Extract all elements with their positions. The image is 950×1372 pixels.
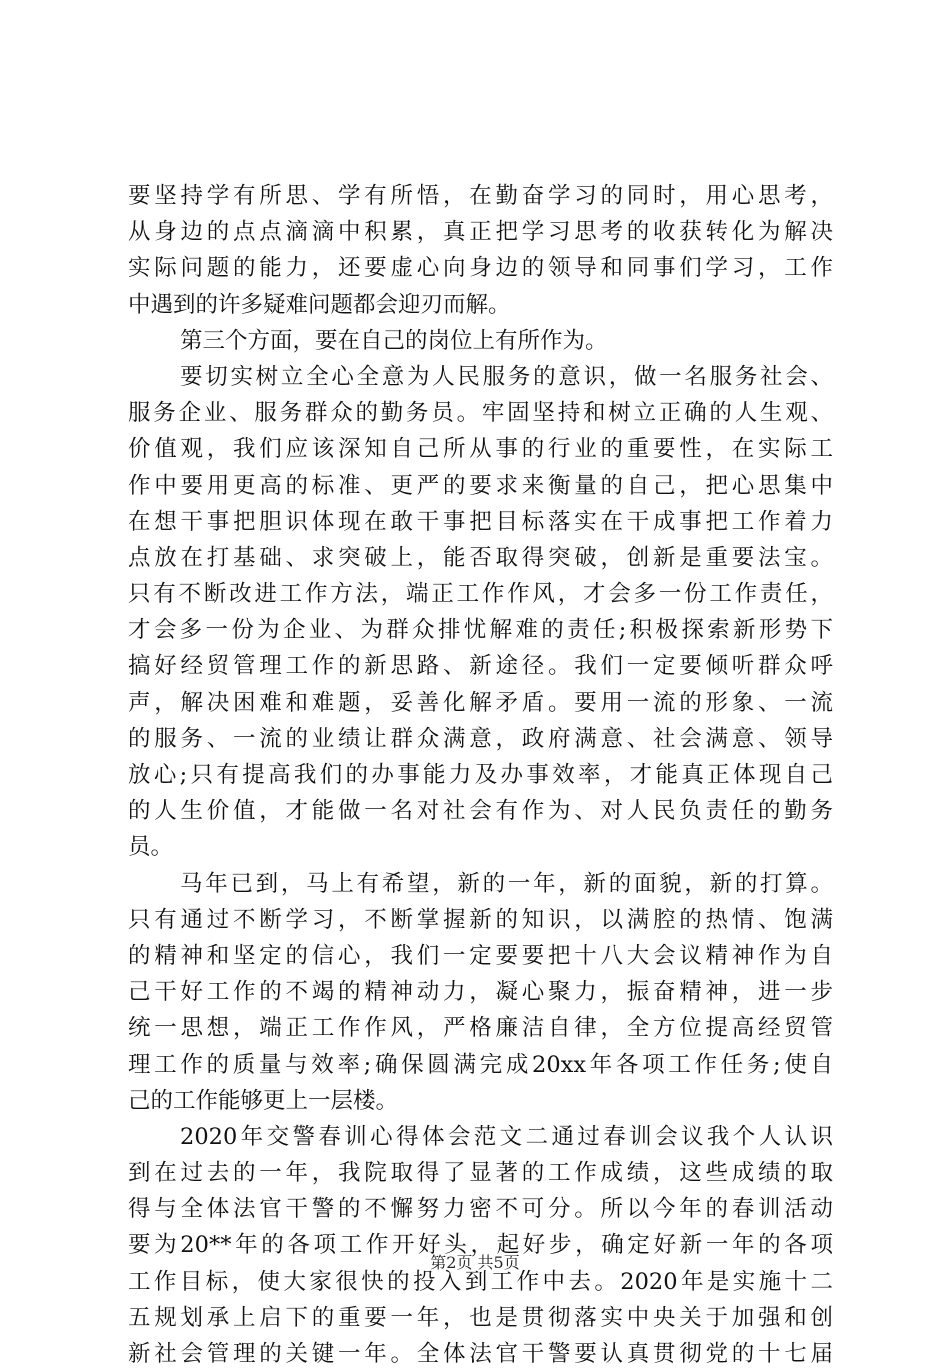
text-line: 的服务、一流的业绩让群众满意，政府满意、社会满意、领导: [128, 725, 833, 752]
text-line: 在想干事把胆识体现在敢干事把目标落实在干成事把工作着力: [128, 508, 833, 535]
text-line: 员。: [128, 834, 174, 861]
text-line: 服务企业、服务群众的勤务员。牢固坚持和树立正确的人生观、: [128, 400, 833, 427]
text-line: 五规划承上启下的重要一年，也是贯彻落实中央关于加强和创: [128, 1304, 833, 1331]
text-line: 才会多一份为企业、为群众排忧解难的责任;积极探索新形势下: [128, 617, 833, 644]
text-line: 作中要用更高的标准、更严的要求来衡量的自己，把心思集中: [128, 472, 833, 499]
text-line: 马年已到，马上有希望，新的一年，新的面貌，新的打算。: [180, 870, 833, 897]
text-line: 要切实树立全心全意为人民服务的意识，做一名服务社会、: [180, 363, 833, 390]
text-line: 新社会管理的关键一年。全体法官干警要认真贯彻党的十七届: [128, 1341, 833, 1367]
text-line: 得与全体法官干警的不懈努力密不可分。所以今年的春训活动: [128, 1196, 833, 1223]
text-line: 到在过去的一年，我院取得了显著的工作成绩，这些成绩的取: [128, 1160, 833, 1187]
body-text: [128, 178, 833, 1372]
text-line: 从身边的点点滴滴中积累，真正把学习思考的收获转化为解决: [128, 219, 833, 246]
text-line: 声，解决困难和难题，妥善化解矛盾。要用一流的形象、一流: [128, 689, 833, 716]
text-line: 搞好经贸管理工作的新思路、新途径。我们一定要倾听群众呼: [128, 653, 833, 680]
text-line: 第三个方面，要在自己的岗位上有所作为。: [180, 327, 608, 354]
text-line: 要为20**年的各项工作开好头，起好步，确定好新一年的各项: [128, 1232, 833, 1259]
text-line: 理工作的质量与效率;确保圆满完成20xx年各项工作任务;使自: [128, 1051, 833, 1078]
text-line: 的精神和坚定的信心，我们一定要要把十八大会议精神作为自: [128, 942, 833, 969]
text-line: 2020年交警春训心得体会范文二通过春训会议我个人认识: [180, 1123, 833, 1150]
text-line: 工作目标，使大家很快的投入到工作中去。2020年是实施十二: [128, 1268, 833, 1295]
text-line: 己干好工作的不竭的精神动力，凝心聚力，振奋精神，进一步: [128, 979, 833, 1006]
text-line: 中遇到的许多疑难问题都会迎刃而解。: [128, 291, 511, 318]
text-line: 只有不断改进工作方法，端正工作作风，才会多一份工作责任，: [128, 581, 833, 608]
text-line: 点放在打基础、求突破上，能否取得突破，创新是重要法宝。: [128, 544, 833, 571]
text-line: 要坚持学有所思、学有所悟，在勤奋学习的同时，用心思考，: [128, 183, 833, 209]
text-line: 价值观，我们应该深知自己所从事的行业的重要性，在实际工: [128, 436, 833, 463]
text-line: 只有通过不断学习，不断掌握新的知识，以满腔的热情、饱满: [128, 906, 833, 933]
text-line: 己的工作能够更上一层楼。: [128, 1087, 399, 1114]
text-line: 实际问题的能力，还要虚心向身边的领导和同事们学习，工作: [128, 255, 833, 282]
text-line: 放心;只有提高我们的办事能力及办事效率，才能真正体现自己: [128, 762, 833, 788]
text-line: 的人生价值，才能做一名对社会有作为、对人民负责任的勤务: [128, 798, 833, 825]
page-number-footer: 第2页 共5页: [430, 1253, 520, 1272]
text-line: 统一思想，端正工作作风，严格廉洁自律，全方位提高经贸管: [128, 1015, 833, 1042]
